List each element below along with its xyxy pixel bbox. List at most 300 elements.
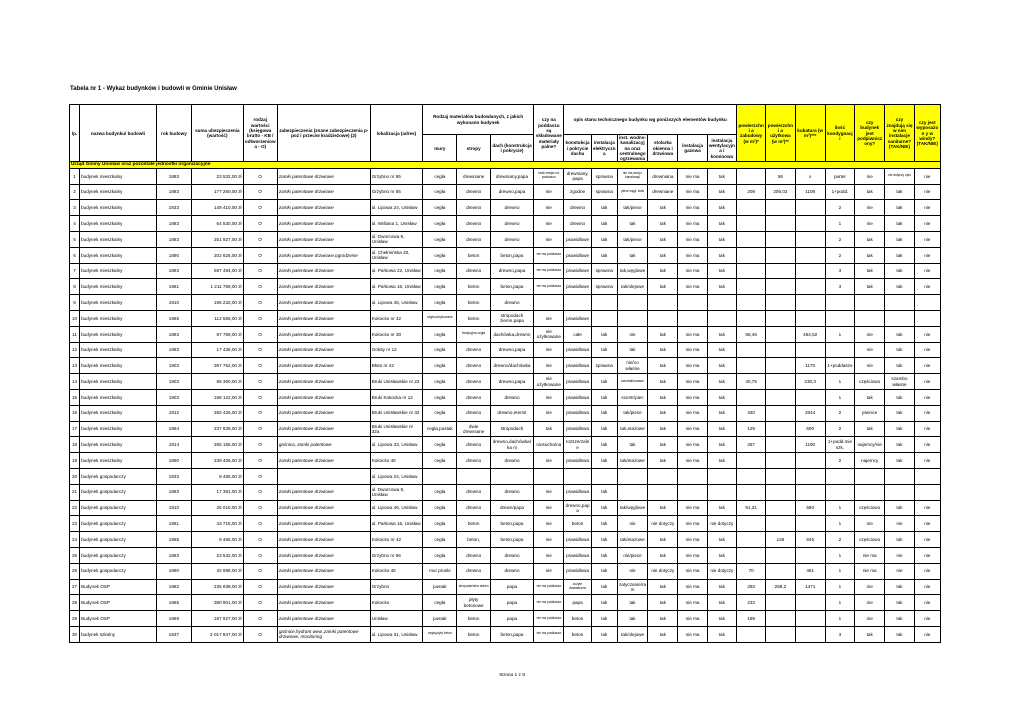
cell-pow-uzytkowa bbox=[766, 500, 795, 516]
cell-rodzaj: O bbox=[243, 405, 277, 421]
cell-lokalizacja: ul. Lipowa 46, Unisław bbox=[370, 295, 422, 311]
cell-kubatura bbox=[795, 468, 825, 484]
cell-podpiwniczenie: nie bbox=[855, 200, 885, 216]
col-stropy: stropy bbox=[457, 135, 490, 162]
cell-suma: 2 017 847,00 zł bbox=[192, 626, 243, 642]
cell-stropy: płyty betonowe bbox=[457, 595, 490, 611]
cell-inst-elektryczna: tak bbox=[591, 437, 617, 453]
cell-dach: drewno,papa bbox=[490, 184, 533, 200]
cell-lp: 23 bbox=[70, 516, 80, 532]
cell-zabezpieczenia bbox=[277, 468, 370, 484]
cell-pow-uzytkowa: 136 bbox=[766, 532, 795, 548]
cell-sanitarne: nie dotyczy opis bbox=[885, 168, 914, 184]
cell-materialy-palne: nie bbox=[534, 484, 564, 500]
cell-stropy: beton bbox=[457, 611, 490, 627]
cell-pow-zabudowy: 209 bbox=[737, 184, 766, 200]
cell-konstrukcja: prawidłowa bbox=[564, 547, 591, 563]
cell-pow-zabudowy: 293 bbox=[737, 579, 766, 595]
cell-sanitarne bbox=[885, 295, 914, 311]
cell-zabezpieczenia: zamki patentowe drzwiowe bbox=[277, 200, 370, 216]
cell-inst-wentylacyjna: tak bbox=[707, 532, 736, 548]
cell-dach: drewn/papa bbox=[490, 500, 533, 516]
cell-stropy: drewno bbox=[457, 389, 490, 405]
cell-nazwa: budynek gospodarczy bbox=[80, 547, 157, 563]
col-lp: lp. bbox=[70, 105, 80, 162]
cell-lp: 19 bbox=[70, 453, 80, 469]
cell-rodzaj: O bbox=[243, 358, 277, 374]
cell-dach: beton,papa bbox=[490, 247, 533, 263]
cell-stolarka: tak bbox=[648, 405, 678, 421]
cell-inst-elektryczna: tak bbox=[591, 374, 617, 390]
cell-podpiwniczenie: najemcy bbox=[855, 453, 885, 469]
cell-lp: 17 bbox=[70, 421, 80, 437]
cell-stolarka: tak bbox=[648, 374, 678, 390]
cell-stropy: tradycyjna cegła bbox=[457, 326, 490, 342]
cell-inst-wodna: tak bbox=[617, 216, 647, 232]
table-row bbox=[70, 310, 941, 326]
cell-nazwa: budynek gospodarczy bbox=[80, 468, 157, 484]
cell-nazwa: budynek mieszkalny bbox=[80, 200, 157, 216]
cell-inst-gazowa: nie ma bbox=[678, 421, 707, 437]
cell-inst-wentylacyjna bbox=[707, 310, 736, 326]
cell-suma: 17 436,00 zł bbox=[192, 342, 243, 358]
cell-pow-uzytkowa: 206,02 bbox=[766, 184, 795, 200]
cell-konstrukcja: zużyte dostateczne bbox=[564, 579, 591, 595]
cell-mury: cegła,obrykowane bbox=[423, 310, 457, 326]
cell-stropy: beton, bbox=[457, 532, 490, 548]
cell-konstrukcja: całe bbox=[564, 326, 591, 342]
cell-podpiwniczenie: nie bbox=[855, 326, 885, 342]
cell-rok: 1883 bbox=[156, 547, 191, 563]
cell-sanitarne: tak bbox=[885, 437, 914, 453]
cell-rodzaj: O bbox=[243, 231, 277, 247]
cell-inst-wodna bbox=[617, 310, 647, 326]
cell-mury: cegła bbox=[423, 168, 457, 184]
cell-mury: mur pruski bbox=[423, 563, 457, 579]
cell-kubatura: 1170 bbox=[795, 358, 825, 374]
cell-materialy-palne: nie bbox=[534, 500, 564, 516]
cell-rok: 1903 bbox=[156, 358, 191, 374]
cell-inst-wodna: nie bbox=[617, 326, 647, 342]
cell-rok: 1883 bbox=[156, 168, 191, 184]
cell-sanitarne: tak bbox=[885, 326, 914, 342]
col-mury: mury bbox=[423, 135, 457, 162]
cell-nazwa: budynek mieszkalny bbox=[80, 421, 157, 437]
cell-dach: drewno,papa bbox=[490, 342, 533, 358]
cell-winda: nie bbox=[914, 595, 940, 611]
cell-rok: 1883 bbox=[156, 263, 191, 279]
cell-inst-elektryczna: tak bbox=[591, 547, 617, 563]
cell-podpiwniczenie bbox=[855, 310, 885, 326]
cell-stropy: drewno bbox=[457, 216, 490, 232]
cell-mury: cegła bbox=[423, 389, 457, 405]
cell-lp: 20 bbox=[70, 468, 80, 484]
cell-rodzaj: O bbox=[243, 453, 277, 469]
cell-rok: 1883 bbox=[156, 184, 191, 200]
cell-kubatura bbox=[795, 611, 825, 627]
cell-mury: cegła bbox=[423, 374, 457, 390]
cell-suma: 23 532,00 zł bbox=[192, 547, 243, 563]
table-row bbox=[70, 484, 941, 500]
cell-stolarka: tak bbox=[648, 342, 678, 358]
cell-dach: beton,papa bbox=[490, 532, 533, 548]
cell-kubatura bbox=[795, 516, 825, 532]
col-suma: suma ubezpieczenia (wartość) bbox=[192, 105, 243, 162]
cell-winda bbox=[914, 310, 940, 326]
cell-zabezpieczenia: zamki patentowe drzwiowe bbox=[277, 279, 370, 295]
cell-pow-uzytkowa bbox=[766, 595, 795, 611]
cell-stolarka: tak bbox=[648, 216, 678, 232]
cell-rodzaj: O bbox=[243, 611, 277, 627]
cell-lokalizacja: Kokocko nr 42 bbox=[370, 310, 422, 326]
cell-lp: 1 bbox=[70, 168, 80, 184]
cell-rok: 1903 bbox=[156, 374, 191, 390]
cell-kubatura: 230,3 bbox=[795, 374, 825, 390]
cell-inst-wodna: nie bbox=[617, 516, 647, 532]
cell-inst-wentylacyjna: tak bbox=[707, 547, 736, 563]
cell-zabezpieczenia: zamki patentowe drzwiowe bbox=[277, 389, 370, 405]
table-row bbox=[70, 453, 941, 469]
cell-pow-uzytkowa bbox=[766, 326, 795, 342]
cell-kondygnacje: 2 bbox=[825, 453, 854, 469]
cell-podpiwniczenie: częściowo bbox=[855, 500, 885, 516]
cell-rodzaj: O bbox=[243, 468, 277, 484]
cell-stropy: drewno bbox=[457, 231, 490, 247]
cell-kubatura bbox=[795, 247, 825, 263]
cell-podpiwniczenie: nie ma bbox=[855, 563, 885, 579]
cell-winda: nie bbox=[914, 437, 940, 453]
cell-kubatura bbox=[795, 216, 825, 232]
cell-stropy: beton bbox=[457, 247, 490, 263]
cell-stropy: dwie drewniane bbox=[457, 421, 490, 437]
table-row bbox=[70, 437, 941, 453]
cell-kubatura bbox=[795, 310, 825, 326]
cell-pow-uzytkowa bbox=[766, 247, 795, 263]
cell-suma: 87 759,00 zł bbox=[192, 326, 243, 342]
cell-inst-wodna: tak/etazowe bbox=[617, 532, 647, 548]
cell-inst-elektryczna: tak bbox=[591, 500, 617, 516]
cell-suma: 195 232,00 zł bbox=[192, 295, 243, 311]
cell-inst-elektryczna: sprawna bbox=[591, 168, 617, 184]
cell-stolarka: tak bbox=[648, 326, 678, 342]
cell-kondygnacje: 1 bbox=[825, 326, 854, 342]
col-rodzaj: rodzaj wartości (księgowa brutto - KB / odtworzeniow a - O) bbox=[243, 105, 277, 162]
cell-materialy-palne: nie bbox=[534, 532, 564, 548]
cell-lokalizacja: Unisław bbox=[370, 611, 422, 627]
cell-mury: cegła bbox=[423, 326, 457, 342]
cell-kondygnacje: 2 bbox=[825, 231, 854, 247]
cell-pow-uzytkowa bbox=[766, 453, 795, 469]
cell-podpiwniczenie: nie bbox=[855, 595, 885, 611]
col-rok: rok budowy bbox=[156, 105, 191, 162]
cell-dach: drewno bbox=[490, 200, 533, 216]
cell-materialy-palne: nie bbox=[534, 200, 564, 216]
cell-zabezpieczenia: zamki patentowe drzwiowe bbox=[277, 611, 370, 627]
cell-inst-wodna: zatyczanie/ram bbox=[617, 579, 647, 595]
cell-kondygnacje: 1 bbox=[825, 374, 854, 390]
cell-podpiwniczenie: nie bbox=[855, 342, 885, 358]
cell-zabezpieczenia: zamki patentowe drzwiowe bbox=[277, 184, 370, 200]
cell-lokalizacja: Bruki Unisławskie nr 23 bbox=[370, 374, 422, 390]
cell-lp: 27 bbox=[70, 579, 80, 595]
table-row bbox=[70, 579, 941, 595]
cell-rodzaj: O bbox=[243, 216, 277, 232]
cell-podpiwniczenie bbox=[855, 468, 885, 484]
cell-stropy: drewno bbox=[457, 437, 490, 453]
cell-pow-zabudowy: 233 bbox=[737, 595, 766, 611]
cell-inst-wodna: tak/etazowe bbox=[617, 453, 647, 469]
cell-sanitarne: tak bbox=[885, 595, 914, 611]
cell-kondygnacje: 3 bbox=[825, 279, 854, 295]
cell-podpiwniczenie: nie ma bbox=[855, 547, 885, 563]
cell-podpiwniczenie: piwnice bbox=[855, 405, 885, 421]
cell-rodzaj: O bbox=[243, 421, 277, 437]
cell-nazwa: budynek mieszkalny bbox=[80, 310, 157, 326]
cell-rodzaj: O bbox=[243, 326, 277, 342]
cell-lokalizacja: ul. Parkowa 22, Unisław bbox=[370, 263, 422, 279]
cell-rok: 1883 bbox=[156, 342, 191, 358]
cell-pow-uzytkowa bbox=[766, 295, 795, 311]
cell-inst-elektryczna: tak bbox=[591, 595, 617, 611]
cell-pow-uzytkowa bbox=[766, 358, 795, 374]
cell-stropy: drewno bbox=[457, 547, 490, 563]
cell-sanitarne: nie bbox=[885, 563, 914, 579]
cell-nazwa: budynek mieszkalny bbox=[80, 279, 157, 295]
cell-zabezpieczenia: zamki patentowe drzwiowe bbox=[277, 168, 370, 184]
cell-pow-uzytkowa bbox=[766, 374, 795, 390]
cell-rodzaj: O bbox=[243, 547, 277, 563]
cell-winda: nie bbox=[914, 216, 940, 232]
cell-inst-wentylacyjna bbox=[707, 484, 736, 500]
cell-rok: 1883 bbox=[156, 326, 191, 342]
cell-pow-uzytkowa bbox=[766, 216, 795, 232]
cell-stropy: beton bbox=[457, 279, 490, 295]
cell-stolarka bbox=[648, 310, 678, 326]
cell-mury: cegła bbox=[423, 231, 457, 247]
cell-rok: 1981 bbox=[156, 516, 191, 532]
col-inst-gazowa: instalacja gazowa bbox=[678, 135, 707, 162]
cell-lokalizacja: ul. Parkowa 16, Unisław bbox=[370, 279, 422, 295]
cell-lokalizacja: ul. Lipowa 33, Unisław bbox=[370, 437, 422, 453]
cell-pow-zabudowy: 340 bbox=[737, 405, 766, 421]
cell-sanitarne: nie bbox=[885, 547, 914, 563]
cell-winda: nie bbox=[914, 184, 940, 200]
cell-materialy-palne: nie bbox=[534, 342, 564, 358]
cell-dach: stropodach bbox=[490, 421, 533, 437]
cell-rodzaj: O bbox=[243, 184, 277, 200]
cell-suma: 25 015,00 zł bbox=[192, 500, 243, 516]
cell-inst-wentylacyjna: nie dotyczy bbox=[707, 516, 736, 532]
cell-lokalizacja: Kokocko bbox=[370, 595, 422, 611]
cell-stropy: drewno bbox=[457, 563, 490, 579]
cell-winda: nie bbox=[914, 563, 940, 579]
cell-zabezpieczenia: zamki patentowe drzwiowe bbox=[277, 595, 370, 611]
table-row bbox=[70, 231, 941, 247]
cell-rodzaj: O bbox=[243, 516, 277, 532]
cell-podpiwniczenie: nie bbox=[855, 611, 885, 627]
cell-suma: 597 494,00 zł bbox=[192, 263, 243, 279]
col-inst-wodna: inst. wodno-kanalizacyj na oraz centralnego ogrzewania bbox=[619, 135, 647, 162]
cell-pow-zabudowy: 267 bbox=[737, 437, 766, 453]
cell-inst-wentylacyjna: tak bbox=[707, 421, 736, 437]
cell-konstrukcja: prawidłowa bbox=[564, 484, 591, 500]
cell-kondygnacje: 1 bbox=[825, 579, 854, 595]
cell-pow-zabudowy bbox=[737, 231, 766, 247]
cell-nazwa: Budynek OSP bbox=[80, 595, 157, 611]
cell-rok: 1981 bbox=[156, 279, 191, 295]
cell-inst-wodna: tak/piece bbox=[617, 405, 647, 421]
cell-rodzaj: O bbox=[243, 389, 277, 405]
cell-stolarka bbox=[648, 295, 678, 311]
cell-materialy-palne: brak miejsc na poddaszu bbox=[534, 168, 564, 184]
cell-stolarka: tak bbox=[648, 611, 678, 627]
cell-pow-uzytkowa bbox=[766, 263, 795, 279]
cell-winda: nie bbox=[914, 389, 940, 405]
cell-stropy: drewno bbox=[457, 263, 490, 279]
cell-podpiwniczenie: tak bbox=[855, 247, 885, 263]
cell-nazwa: budynek gospodarczy bbox=[80, 500, 157, 516]
cell-inst-elektryczna: tak bbox=[591, 200, 617, 216]
col-podpiwniczenie: czy budynek jest podpiwnicz ony? bbox=[855, 105, 885, 162]
col-nazwa: nazwa budynku/ budowli bbox=[80, 105, 157, 162]
cell-mury: cegła bbox=[423, 247, 457, 263]
cell-pow-uzytkowa bbox=[766, 437, 795, 453]
col-sanitarne: czy znajdują się w nim instalacje sanitarne? (TAK/NIE) bbox=[885, 105, 914, 162]
cell-inst-elektryczna: sprawna bbox=[591, 358, 617, 374]
cell-kondygnacje: 1 bbox=[825, 595, 854, 611]
cell-podpiwniczenie: nie bbox=[855, 216, 885, 232]
cell-konstrukcja: prawidłowe bbox=[564, 310, 591, 326]
cell-lokalizacja: ul. Parkowa 16, Unisław bbox=[370, 516, 422, 532]
cell-inst-gazowa: nie ma bbox=[678, 547, 707, 563]
cell-suma: 251 927,00 zł bbox=[192, 231, 243, 247]
cell-dach: drewno,dachówkarka ni bbox=[490, 437, 533, 453]
cell-mury: cegła bbox=[423, 216, 457, 232]
cell-pow-uzytkowa bbox=[766, 563, 795, 579]
cell-kubatura bbox=[795, 389, 825, 405]
cell-lokalizacja: Bruki Unisławskie nr 32a bbox=[370, 421, 422, 437]
cell-winda: nie bbox=[914, 200, 940, 216]
cell-rok: 1933 bbox=[156, 468, 191, 484]
cell-rok: 1969 bbox=[156, 611, 191, 627]
cell-zabezpieczenia: zamki patentowe drzwiowe bbox=[277, 547, 370, 563]
cell-kondygnacje: 1 bbox=[825, 516, 854, 532]
cell-konstrukcja: drewno,papa bbox=[564, 500, 591, 516]
cell-inst-gazowa: nie ma bbox=[678, 326, 707, 342]
cell-lp: 8 bbox=[70, 279, 80, 295]
cell-stolarka: nie dotyczy bbox=[648, 563, 678, 579]
cell-inst-wentylacyjna: tak bbox=[707, 358, 736, 374]
col-konstrukcja: konstukcja i pokrycie dachu bbox=[564, 135, 591, 162]
cell-kubatura bbox=[795, 453, 825, 469]
table-row bbox=[70, 342, 941, 358]
cell-inst-wentylacyjna: tak bbox=[707, 453, 736, 469]
cell-pow-zabudowy bbox=[737, 295, 766, 311]
cell-lp: 11 bbox=[70, 326, 80, 342]
cell-lp: 13 bbox=[70, 358, 80, 374]
cell-inst-gazowa: nie ma bbox=[678, 231, 707, 247]
cell-zabezpieczenia: zamki patentowe drzwiowe,ogrodzenie bbox=[277, 247, 370, 263]
cell-sanitarne: szambo własne bbox=[885, 374, 914, 390]
cell-zabezpieczenia: zamki patentowe drzwiowe bbox=[277, 563, 370, 579]
cell-materialy-palne bbox=[534, 295, 564, 311]
cell-inst-gazowa: nie ma bbox=[678, 516, 707, 532]
cell-kubatura bbox=[795, 547, 825, 563]
cell-konstrukcja: drewniany,papa bbox=[564, 168, 591, 184]
cell-lp: 4 bbox=[70, 216, 80, 232]
cell-rok: 1937 bbox=[156, 626, 191, 642]
cell-pow-zabudowy bbox=[737, 200, 766, 216]
cell-rodzaj: O bbox=[243, 500, 277, 516]
cell-dach: beton,papa bbox=[490, 279, 533, 295]
cell-materialy-palne: nie bbox=[534, 563, 564, 579]
buildings-table bbox=[69, 104, 941, 643]
cell-lokalizacja: ul. Dworcowa 9, Unisław bbox=[370, 231, 422, 247]
cell-pow-zabudowy: 40,75 bbox=[737, 374, 766, 390]
cell-kubatura bbox=[795, 231, 825, 247]
cell-pow-zabudowy: 88,46 bbox=[737, 326, 766, 342]
cell-lp: 18 bbox=[70, 437, 80, 453]
cell-inst-gazowa bbox=[678, 310, 707, 326]
cell-sanitarne: tak bbox=[885, 611, 914, 627]
cell-suma: 237 639,00 zł bbox=[192, 421, 243, 437]
cell-suma: 235 838,00 zł bbox=[192, 579, 243, 595]
cell-zabezpieczenia: zamki patentowe drzwiowe bbox=[277, 579, 370, 595]
cell-rok: 1903 bbox=[156, 389, 191, 405]
cell-winda: nie bbox=[914, 342, 940, 358]
cell-lokalizacja: Błoto nr 42 bbox=[370, 358, 422, 374]
cell-winda: nie bbox=[914, 263, 940, 279]
cell-rodzaj: O bbox=[243, 247, 277, 263]
cell-inst-elektryczna: tak bbox=[591, 484, 617, 500]
cell-lokalizacja: Grzybno bbox=[370, 579, 422, 595]
cell-inst-gazowa: nie ma bbox=[678, 453, 707, 469]
table-row bbox=[70, 626, 941, 642]
cell-zabezpieczenia: gaśnice,hydrant wew.,zamki patentowe drzwiowe, monitoring bbox=[277, 626, 370, 642]
cell-kubatura bbox=[795, 295, 825, 311]
cell-mury: cegła bbox=[423, 595, 457, 611]
cell-konstrukcja: prawidłowe bbox=[564, 231, 591, 247]
cell-stropy: drewno bbox=[457, 358, 490, 374]
table-row bbox=[70, 216, 941, 232]
table-row bbox=[70, 563, 941, 579]
cell-pow-uzytkowa bbox=[766, 231, 795, 247]
cell-lokalizacja: ul. Lipowa 31, Unisław bbox=[370, 626, 422, 642]
cell-materialy-palne: nie ma poddasza bbox=[534, 626, 564, 642]
cell-lokalizacja: Bruki Kokocka nr 12 bbox=[370, 389, 422, 405]
cell-stolarka: tak bbox=[648, 389, 678, 405]
cell-zabezpieczenia: zamki patentowe drzwiowe bbox=[277, 500, 370, 516]
cell-winda: nie bbox=[914, 500, 940, 516]
cell-kondygnacje: 1 bbox=[825, 547, 854, 563]
table-row bbox=[70, 247, 941, 263]
cell-inst-gazowa: nie ma bbox=[678, 579, 707, 595]
cell-dach: drewno bbox=[490, 389, 533, 405]
cell-pow-zabudowy bbox=[737, 389, 766, 405]
cell-podpiwniczenie bbox=[855, 484, 885, 500]
cell-mury bbox=[423, 468, 457, 484]
cell-konstrukcja: papa bbox=[564, 595, 591, 611]
cell-suma: 112 566,00 zł bbox=[192, 310, 243, 326]
cell-lp: 12 bbox=[70, 342, 80, 358]
cell-stropy: beton bbox=[457, 310, 490, 326]
cell-pow-zabudowy: 91,31 bbox=[737, 500, 766, 516]
cell-kubatura: 600 bbox=[795, 421, 825, 437]
cell-dach: papa bbox=[490, 595, 533, 611]
cell-stolarka: tak bbox=[648, 200, 678, 216]
cell-inst-elektryczna: tak bbox=[591, 611, 617, 627]
cell-mury: cegła bbox=[423, 532, 457, 548]
